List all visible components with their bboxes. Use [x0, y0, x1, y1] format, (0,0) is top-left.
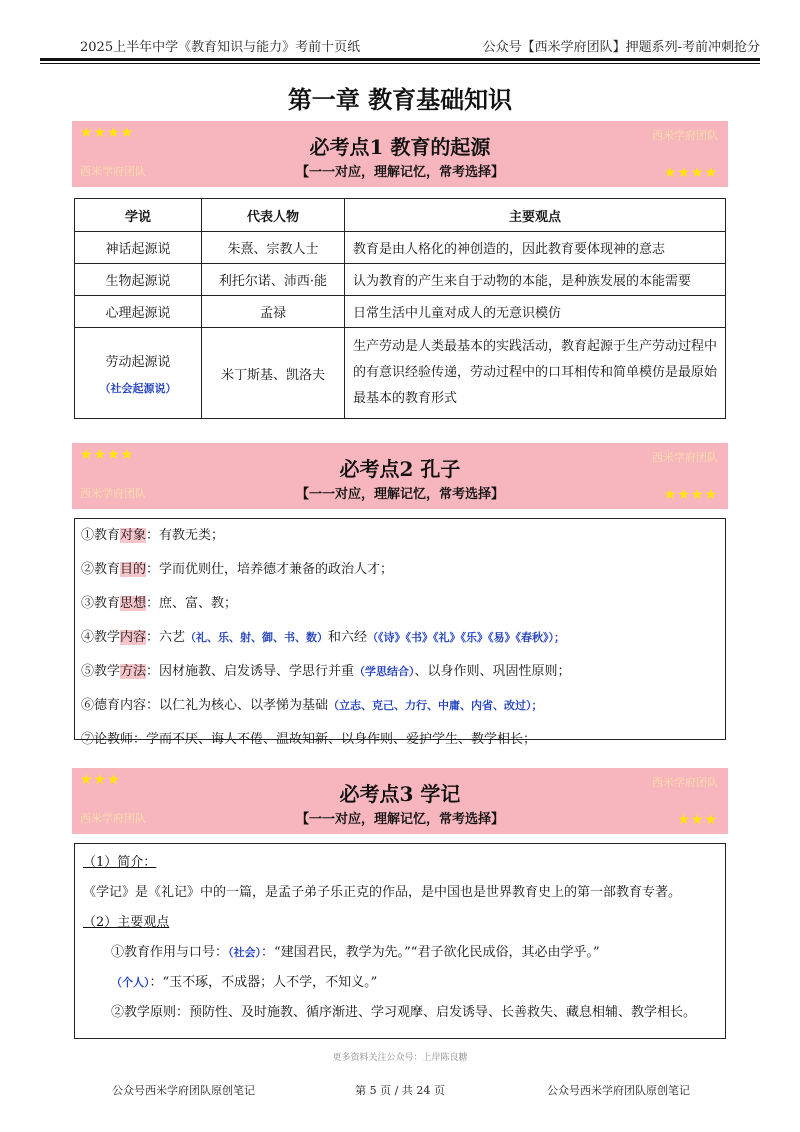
- col-header: 主要观点: [345, 199, 726, 232]
- item-keyword: 目的: [120, 562, 147, 577]
- header-rule-thin: [40, 63, 760, 64]
- item-keyword: 思想: [120, 596, 147, 611]
- theory-name: 劳动起源说: [105, 354, 171, 370]
- item-keyword: 内容: [120, 630, 147, 645]
- table-row: [75, 264, 726, 296]
- header-right: 公众号【西米学府团队】押题系列-考前冲刺抢分: [482, 40, 760, 55]
- stars-icon: ★★★: [677, 812, 718, 828]
- item-text: ：庶、富、教；: [146, 596, 238, 611]
- col-header: 学说: [75, 199, 202, 232]
- item-text: 、以身作则、巩固性原则；: [414, 664, 571, 679]
- item-note: （学思结合）: [354, 665, 415, 678]
- item-text: ：六艺: [146, 630, 186, 645]
- item-note: （社会）: [228, 946, 262, 959]
- item-text: ⑦论教师：学而不厌、诲人不倦、温故知新、以身作则、爱护学生、教学相长；: [81, 732, 537, 747]
- cell-theory: 神话起源说: [75, 232, 202, 264]
- header-rule: [40, 58, 760, 61]
- table-row: [75, 232, 726, 264]
- item-note: （个人）: [111, 976, 150, 989]
- item-text: ：“玉不琢，不成器；人不学，不知义。”: [149, 975, 378, 990]
- item-prefix: ④教学: [81, 630, 121, 645]
- item-note: （《诗》《书》《礼》《乐》《易》《春秋》）；: [367, 631, 566, 644]
- cell-theory: 心理起源说: [75, 296, 202, 328]
- item-text: ：因材施教、启发诱导、学思行并重: [146, 664, 355, 679]
- cell-theory: 生物起源说: [75, 264, 202, 296]
- personal-line: [75, 968, 725, 998]
- stars-icon: ★★★★: [80, 125, 135, 141]
- watermark: 西米学府团队: [80, 165, 146, 178]
- col-header: 代表人物: [202, 199, 345, 232]
- chapter-title: 第一章 教育基础知识: [287, 85, 513, 114]
- cell-view: 日常生活中儿童对成人的无意识模仿: [345, 296, 726, 328]
- item-prefix: ②教育: [81, 562, 121, 577]
- item-text: ：“建国君民，教学为先。”“君子欲化民成俗，其必由学乎。”: [261, 945, 600, 960]
- banner-title: 必考点3 学记: [339, 782, 461, 806]
- list-item: [75, 621, 725, 655]
- watermark: 西米学府团队: [652, 451, 718, 464]
- watermark: 西米学府团队: [80, 487, 146, 500]
- page-number: 第 5 页 / 共 24 页: [355, 1084, 445, 1097]
- stars-icon: ★★★: [80, 772, 121, 788]
- item-prefix: ①教育: [81, 528, 121, 543]
- banner-point-1: [72, 121, 728, 187]
- item-prefix: ③教育: [81, 596, 121, 611]
- list-item: [75, 519, 725, 553]
- stars-icon: ★★★★: [663, 487, 718, 503]
- watermark: 西米学府团队: [652, 129, 718, 142]
- stars-icon: ★★★★: [663, 165, 718, 181]
- item-text: ：学而优则仕，培养德才兼备的政治人才；: [146, 562, 394, 577]
- cell-view: 认为教育的产生来自于动物的本能，是种族发展的本能需要: [345, 264, 726, 296]
- list-item: [75, 655, 725, 689]
- origins-table: [74, 198, 726, 419]
- cell-view: 教育是由人格化的神创造的，因此教育要体现神的意志: [345, 232, 726, 264]
- table-row: [75, 296, 726, 328]
- header-left: 2025上半年中学《教育知识与能力》考前十页纸: [80, 40, 361, 55]
- watermark: 西米学府团队: [652, 776, 718, 789]
- banner-subtitle: 【一一对应，理解记忆，常考选择】: [295, 487, 504, 502]
- item-text: 和六经: [328, 630, 368, 645]
- table-row: [75, 328, 726, 419]
- intro-heading: （1）简介：: [83, 855, 157, 870]
- banner-subtitle: 【一一对应，理解记忆，常考选择】: [295, 165, 504, 180]
- banner-title: 必考点1 教育的起源: [309, 135, 491, 159]
- cell-people: 朱熹、宗教人士: [202, 232, 345, 264]
- stars-icon: ★★★★: [80, 447, 135, 463]
- page-header: [40, 36, 760, 58]
- item-text: ⑥德育内容：以仁礼为核心、以孝悌为基础: [81, 698, 329, 713]
- list-item: [75, 689, 725, 723]
- cell-view: 生产劳动是人类最基本的实践活动，教育起源于生产劳动过程中的有意识经验传递，劳动过程中的口耳相传和简单模仿是最原始最基本的教育形式: [345, 328, 726, 419]
- cell-people: 孟禄: [202, 296, 345, 328]
- intro-text: 《学记》是《礼记》中的一篇，是孟子弟子乐正克的作品，是中国也是世界教育史上的第一部教育专著。: [83, 885, 682, 900]
- cell-people: 米丁斯基、凯洛夫: [202, 328, 345, 419]
- banner-subtitle: 【一一对应，理解记忆，常考选择】: [295, 812, 504, 827]
- cell-people: 利托尔诺、沛西·能: [202, 264, 345, 296]
- watermark: 西米学府团队: [80, 812, 146, 825]
- table-header-row: [75, 199, 726, 232]
- item-keyword: 方法: [120, 664, 147, 679]
- item-note: （立志、克己、力行、中庸、内省、改过）；: [328, 699, 543, 712]
- theory-note: （社会起源说）: [99, 381, 177, 395]
- principles-line: ②教学原则：预防性、及时施教、循序渐进、学习观摩、启发诱导、长善救失、藏息相辅、教学相长。: [111, 1005, 697, 1020]
- list-item: [75, 587, 725, 621]
- item-keyword: 对象: [120, 528, 147, 543]
- xueji-box: [74, 843, 726, 1039]
- footer-left: 公众号西米学府团队原创笔记: [112, 1084, 255, 1097]
- function-line: [75, 938, 725, 968]
- banner-point-3: [72, 768, 728, 834]
- item-prefix: ①教育作用与口号：: [111, 945, 229, 960]
- cell-theory: [75, 328, 202, 419]
- list-item: [75, 553, 725, 587]
- views-heading: （2）主要观点: [83, 915, 170, 930]
- footer-right: 公众号西米学府团队原创笔记: [547, 1084, 690, 1097]
- banner-title: 必考点2 孔子: [339, 457, 461, 481]
- banner-point-2: [72, 443, 728, 509]
- list-item: [75, 723, 725, 757]
- item-note: （礼、乐、射、御、书、数）: [185, 631, 329, 644]
- item-prefix: ⑤教学: [81, 664, 121, 679]
- footer-note: 更多资料关注公众号：上岸陈良糖: [332, 1053, 468, 1063]
- item-text: ：有教无类；: [146, 528, 225, 543]
- confucius-box: [74, 518, 726, 747]
